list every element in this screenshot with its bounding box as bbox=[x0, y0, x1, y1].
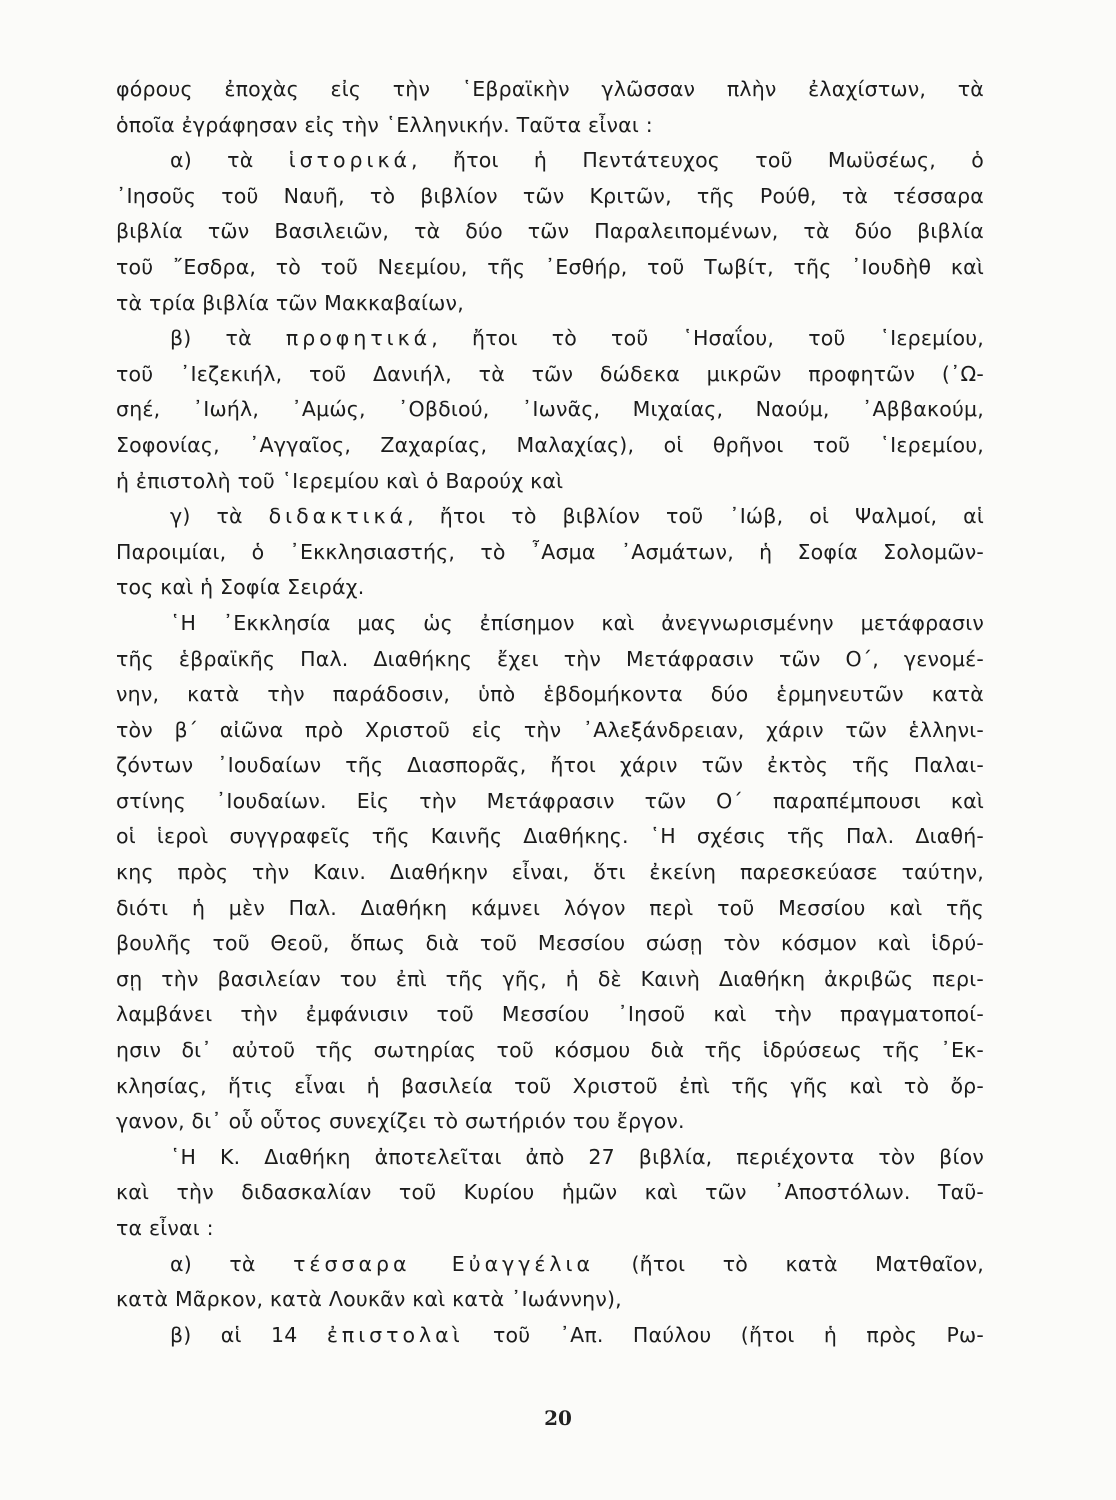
paragraph-start: ῾Η Κ. Διαθήκη ἀποτελεῖται ἀπὸ 27 βιβλία, περιέχοντα τὸν βίον bbox=[170, 1144, 984, 1169]
spaced-term: ἐπιστολαὶ bbox=[326, 1322, 464, 1347]
text-line: ζόντων ᾿Ιουδαίων τῆς Διασπορᾶς, ἤτοι χάριν τῶν ἐκτὸς τῆς Παλαι- bbox=[116, 753, 984, 778]
list-item-epistles bbox=[116, 1318, 984, 1354]
text-line: γανον, δι᾿ οὗ οὗτος συνεχίζει τὸ σωτήριόν του ἔργον. bbox=[116, 1109, 685, 1134]
text-line: ὁποῖα ἐγράφησαν εἰς τὴν ῾Ελληνικήν. Ταῦτα εἶναι : bbox=[116, 112, 653, 137]
list-item-prophetic bbox=[116, 321, 984, 357]
text-line: βιβλία τῶν Βασιλειῶν, τὰ δύο τῶν Παραλειπομένων, τὰ δύο βιβλία bbox=[116, 219, 984, 244]
list-marker: β) αἱ 14 bbox=[170, 1322, 327, 1347]
text-line: σηέ, ᾿Ιωήλ, ᾿Αμώς, ᾿Οβδιού, ᾿Ιωνᾶς, Μιχαίας, Ναούμ, ᾿Αββακούμ, bbox=[116, 397, 984, 422]
text-line: τῆς ἑβραϊκῆς Παλ. Διαθήκης ἔχει τὴν Μετάφρασιν τῶν Ο΄, γενομέ- bbox=[116, 646, 984, 671]
list-item-text: (ἤτοι τὸ κατὰ Ματθαῖον, bbox=[594, 1251, 984, 1276]
text-line: καὶ τὴν διδασκαλίαν τοῦ Κυρίου ἡμῶν καὶ τῶν ᾿Αποστόλων. Ταῦ- bbox=[116, 1180, 984, 1205]
list-item-text: , ἤτοι ἡ Πεντάτευχος τοῦ Μωϋσέως, ὁ bbox=[411, 148, 984, 173]
text-line: τὸν β΄ αἰῶνα πρὸ Χριστοῦ εἰς τὴν ᾿Αλεξάνδρειαν, χάριν τῶν ἑλληνι- bbox=[116, 717, 984, 742]
paragraph-start: ῾Η ᾿Εκκλησία μας ὡς ἐπίσημον καὶ ἀνεγνωρισμένην μετάφρασιν bbox=[170, 610, 984, 635]
text-line: τα εἶναι : bbox=[116, 1216, 214, 1240]
text-line: οἱ ἱεροὶ συγγραφεῖς τῆς Καινῆς Διαθήκης. ῾Η σχέσις τῆς Παλ. Διαθή- bbox=[116, 824, 984, 849]
list-item-gospels bbox=[116, 1247, 984, 1283]
text-line: κης πρὸς τὴν Καιν. Διαθήκην εἶναι, ὅτι ἐκείνη παρεσκεύασε ταύτην, bbox=[116, 860, 984, 885]
text-line: Σοφονίας, ᾿Αγγαῖος, Ζαχαρίας, Μαλαχίας), οἱ θρῆνοι τοῦ ῾Ιερεμίου, bbox=[116, 432, 984, 457]
page-number: 20 bbox=[544, 1406, 572, 1430]
text-line: τοῦ ᾿Ιεζεκιήλ, τοῦ Δανιήλ, τὰ τῶν δώδεκα μικρῶν προφητῶν (᾿Ω- bbox=[116, 361, 984, 386]
spaced-term: ἱστορικά bbox=[288, 148, 412, 173]
text-line: τὰ τρία βιβλία τῶν Μακκαβαίων, bbox=[116, 290, 464, 315]
text-line: νην, κατὰ τὴν παράδοσιν, ὑπὸ ἑβδομήκοντα δύο ἑρμηνευτῶν κατὰ bbox=[116, 682, 984, 707]
text-line: ησιν δι᾿ αὐτοῦ τῆς σωτηρίας τοῦ κόσμου διὰ τῆς ἱδρύσεως τῆς ᾿Εκ- bbox=[116, 1038, 984, 1063]
list-marker: γ) τὰ bbox=[170, 504, 269, 529]
text-line: τος καὶ ἡ Σοφία Σειράχ. bbox=[116, 575, 365, 600]
text-line: Παροιμίαι, ὁ ᾿Εκκλησιαστής, τὸ ῏Ασμα ᾿Ασμάτων, ἡ Σοφία Σολομῶν- bbox=[116, 539, 984, 564]
list-marker: α) τὰ bbox=[170, 1251, 294, 1276]
list-marker: α) τὰ bbox=[170, 148, 289, 173]
spaced-term: διδακτικά bbox=[268, 504, 408, 529]
list-item-text: τοῦ ᾿Απ. Παύλου (ἤτοι ἡ πρὸς Ρω- bbox=[463, 1322, 985, 1347]
spaced-term: τέσσαρα Εὐαγγέλια bbox=[293, 1251, 595, 1276]
list-item-historical bbox=[116, 143, 984, 179]
text-line: ᾿Ιησοῦς τοῦ Ναυῆ, τὸ βιβλίον τῶν Κριτῶν, τῆς Ρούθ, τὰ τέσσαρα bbox=[116, 183, 984, 208]
spaced-term: προφητικά bbox=[285, 326, 432, 351]
text-line: σῃ τὴν βασιλείαν του ἐπὶ τῆς γῆς, ἡ δὲ Καινὴ Διαθήκη ἀκριβῶς περι- bbox=[116, 966, 984, 991]
text-line: διότι ἡ μὲν Παλ. Διαθήκη κάμνει λόγον περὶ τοῦ Μεσσίου καὶ τῆς bbox=[116, 895, 984, 920]
text-line: στίνης ᾿Ιουδαίων. Εἰς τὴν Μετάφρασιν τῶν Ο΄ παραπέμπουσι καὶ bbox=[116, 788, 984, 813]
text-line: λαμβάνει τὴν ἐμφάνισιν τοῦ Μεσσίου ᾿Ιησοῦ καὶ τὴν πραγματοποί- bbox=[116, 1002, 984, 1027]
list-item-didactic bbox=[116, 499, 984, 535]
list-marker: β) τὰ bbox=[170, 326, 286, 351]
text-line: κατὰ Μᾶρκον, κατὰ Λουκᾶν καὶ κατὰ ᾿Ιωάννην), bbox=[116, 1287, 622, 1312]
text-line: κλησίας, ἥτις εἶναι ἡ βασιλεία τοῦ Χριστοῦ ἐπὶ τῆς γῆς καὶ τὸ ὄρ- bbox=[116, 1073, 984, 1098]
list-item-text: , ἤτοι τὸ βιβλίον τοῦ ᾿Ιώβ, οἱ Ψαλμοί, αἱ bbox=[407, 504, 985, 529]
text-line: τοῦ ῎Εσδρα, τὸ τοῦ Νεεμίου, τῆς ᾿Εσθήρ, τοῦ Τωβίτ, τῆς ᾿Ιουδὴθ καὶ bbox=[116, 254, 984, 279]
text-line: φόρους ἐποχὰς εἰς τὴν ῾Εβραϊκὴν γλῶσσαν πλὴν ἐλαχίστων, τὰ bbox=[116, 77, 984, 101]
text-line: βουλῆς τοῦ Θεοῦ, ὅπως διὰ τοῦ Μεσσίου σώσῃ τὸν κόσμον καὶ ἱδρύ- bbox=[116, 931, 984, 956]
text-line: ἡ ἐπιστολὴ τοῦ ῾Ιερεμίου καὶ ὁ Βαρούχ καὶ bbox=[116, 468, 564, 493]
text-body bbox=[116, 72, 984, 1353]
list-item-text: , ἤτοι τὸ τοῦ ῾Ησαΐου, τοῦ ῾Ιερεμίου, bbox=[431, 326, 984, 351]
